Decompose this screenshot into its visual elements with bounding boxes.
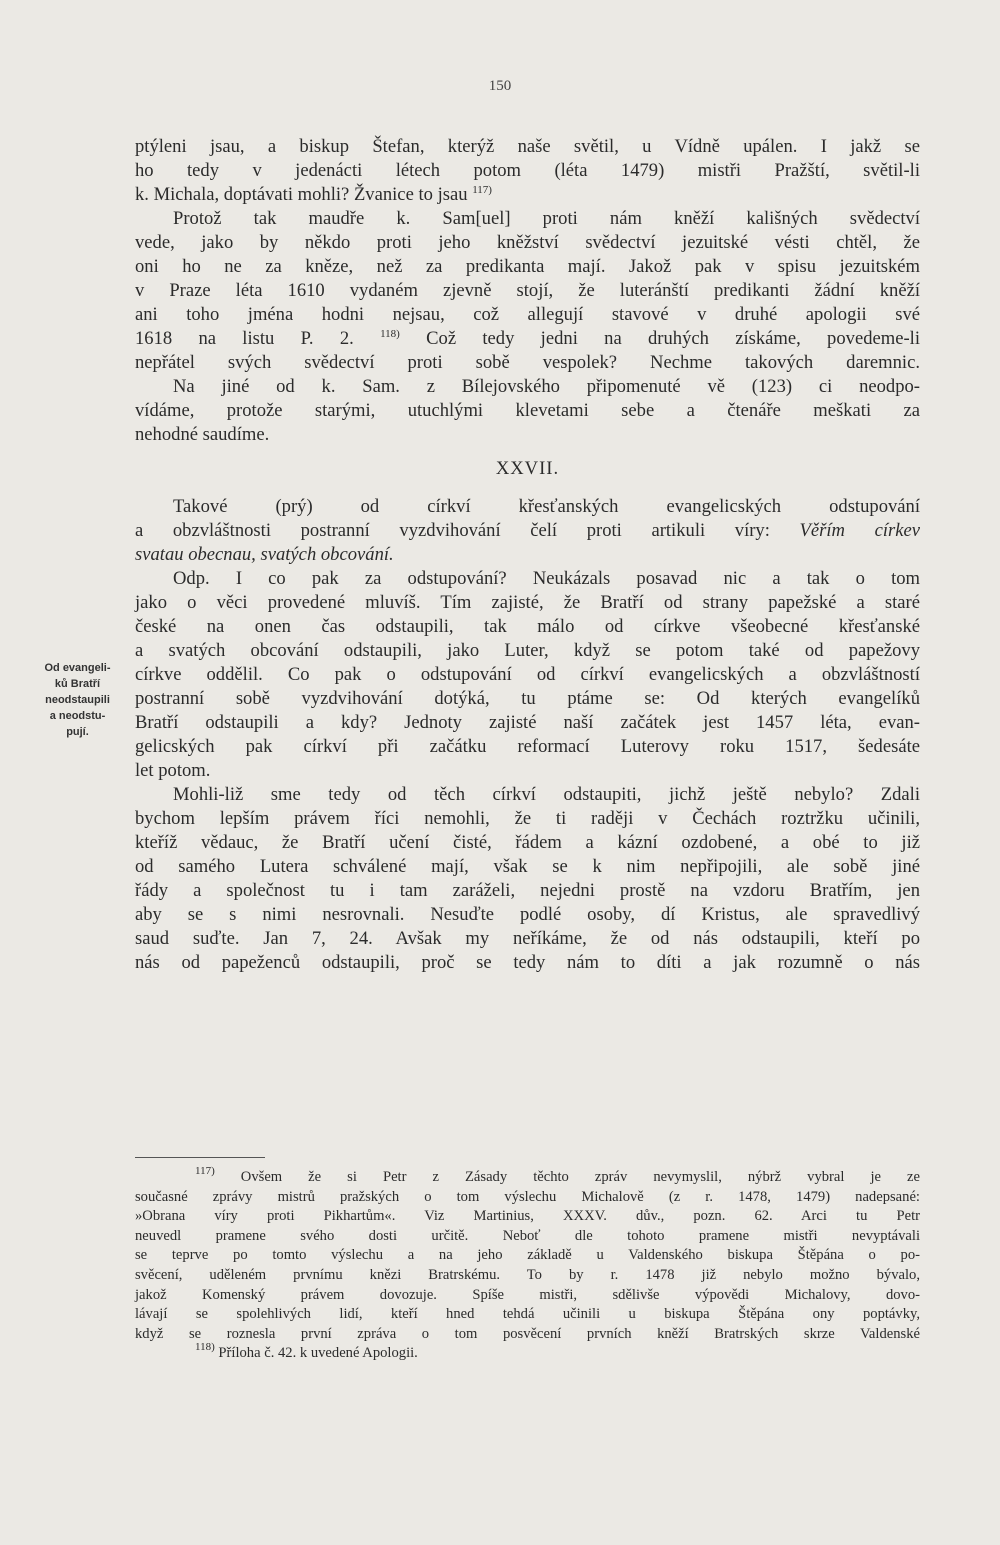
text-line: nepřátel svých svědectví proti sobě vespolek? Nechme takových daremnic. — [135, 352, 920, 373]
footnote-118 — [135, 1341, 920, 1364]
section-heading: XXVII. — [495, 458, 560, 479]
text-line: ptýleni jsau, a biskup Štefan, kterýž naše světil, u Vídně upálen. I jakž se — [135, 136, 920, 157]
text-line: nás od papeženců odstaupili, proč se tedy nám to díti a jak rozumně o nás — [135, 952, 920, 973]
text-line: jako o věci provedené mluvíš. Tím zajisté, že Bratří od strany papežské a staré — [135, 592, 920, 613]
margin-note — [30, 660, 125, 740]
text-line — [135, 1165, 920, 1188]
text-line: současné zprávy mistrů pražských o tom výslechu Michalově (z r. 1478, 1479) nadepsané: — [135, 1188, 920, 1205]
text-line: Odp. I co pak za odstupování? Neukázals posavad nic a tak o tom — [173, 568, 920, 589]
text-line: když se roznesla první zpráva o tom posvěcení prvních kněží Bratrských skrze Valdenské — [135, 1325, 920, 1342]
paragraph — [135, 567, 920, 783]
text-line: vede, jako by někdo proti jeho kněžství svědectví jezuitské vésti chtěl, že — [135, 232, 920, 253]
text-line: řády a společnost tu i tam zaráželi, nejedni prostě na vzdoru Bratřím, jen — [135, 880, 920, 901]
text-line — [135, 183, 920, 207]
footnote-117 — [135, 1165, 920, 1344]
text-line: nehodné saudíme. — [135, 424, 270, 445]
text-line: církve oddělil. Co pak o odstupování od církví evangelicských a obzvláštností — [135, 664, 920, 685]
text-line: neuvedl pramene svého dosti určitě. Neboť dle tohoto pramene mistři nevyptávali — [135, 1227, 920, 1244]
text-line — [135, 327, 920, 351]
paragraph — [135, 783, 920, 975]
text-line: ani toho jména hodni nejsau, což allegují stavové v druhé apologii své — [135, 304, 920, 325]
footnote-divider — [135, 1157, 265, 1158]
footnote-ref: 117) — [472, 184, 492, 196]
text-segment: k. Michala, doptávati mohli? Žvanice to jsau — [135, 184, 468, 205]
footnotes — [135, 1165, 920, 1364]
text-line: se teprve po tomto výslechu a na jeho základě u Valdenského biskupa Štěpána o po- — [135, 1247, 920, 1264]
text-line: postranní sobě vyzdvihování dotýká, tu ptáme se: Od kterých evangelíků — [135, 688, 920, 709]
text-line: let potom. — [135, 760, 211, 781]
footnote-mark: 118) — [195, 1341, 215, 1354]
text-line: gelicských pak církví při začátku reformací Luterovy roku 1517, šedesáte — [135, 736, 920, 757]
text-segment: Příloha č. 42. k uvedené Apologii. — [214, 1345, 418, 1362]
text-line — [135, 519, 920, 543]
text-line: svatau obecnau, svatých obcování. — [135, 544, 394, 565]
text-line: saud suďte. Jan 7, 24. Avšak my neříkáme, že od nás odstaupili, kteří po — [135, 928, 920, 949]
text-line — [135, 1341, 920, 1364]
text-line: aby se s nimi nesrovnali. Nesuďte podlé osoby, dí Kristus, ale spravedlivý — [135, 904, 920, 925]
text-line: Protož tak maudře k. Sam[uel] proti nám kněží kališných svědectví — [173, 208, 920, 229]
paragraph — [135, 375, 920, 447]
text-line: jakož Komenský právem dovozuje. Spíše mistři, sdělivše výpovědi Michalovy, dovo- — [135, 1286, 920, 1303]
margin-note-line: pují. — [66, 726, 89, 738]
italic-quote: Věřím církev — [799, 520, 920, 541]
paragraph — [135, 495, 920, 567]
text-line: české na onen čas odstaupili, tak málo od církve všeobecné křesťanské — [135, 616, 920, 637]
main-text — [135, 135, 920, 975]
text-line: Mohli-liž sme tedy od těch církví odstaupiti, jichž ještě nebylo? Zdali — [173, 784, 920, 805]
text-line: Bratří odstaupili a kdy? Jednoty zajisté naší začátek jest 1457 léta, evan- — [135, 712, 920, 733]
text-line: lávají se spolehlivých lidí, kteří hned tehdá učinili u biskupa Štěpána ony poptávky, — [135, 1306, 920, 1323]
text-line: svěcení, uděleném prvnímu knězi Bratrskému. To by r. 1478 již nebylo možno bývalo, — [135, 1266, 920, 1283]
text-line: kteříž vědauc, že Bratří učení čisté, řádem a kázní ozdobené, a obé to již — [135, 832, 920, 853]
text-segment: Ovšem že si Petr z Zásady těchto zpráv nevymyslil, nýbrž vybral je ze — [214, 1169, 920, 1185]
text-line: Takové (prý) od církví křesťanských evangelicských odstupování — [173, 496, 920, 517]
page-number: 150 — [488, 78, 512, 94]
margin-note-line: Od evangeli- — [44, 662, 111, 674]
text-line: ho tedy v jedenácti létech potom (léta 1479) mistři Pražští, světil-li — [135, 160, 920, 181]
margin-note-line: a neodstu- — [49, 710, 106, 722]
text-line: v Praze léta 1610 vydaném zjevně stojí, že luteránští predikanti žádní kněží — [135, 280, 920, 301]
footnote-mark: 117) — [195, 1165, 215, 1177]
text-line: bychom lepším právem říci nemohli, že ti raději v Čechách roztržku učinili, — [135, 808, 920, 829]
paragraph — [135, 207, 920, 375]
margin-note-line: neodstaupili — [45, 694, 110, 706]
text-segment: a obzvláštnosti postranní vyzdvihování čelí proti artikuli víry: — [135, 520, 770, 541]
margin-note-line: ků Bratří — [54, 678, 101, 690]
text-line: Na jiné od k. Sam. z Bílejovského připomenuté vě (123) ci neodpo- — [173, 376, 920, 397]
footnote-ref: 118) — [380, 328, 400, 340]
text-line: a svatých obcování odstaupili, jako Luter, když se potom také od papežovy — [135, 640, 920, 661]
text-line: oni ho ne za kněze, než za predikanta mají. Jakož pak v spisu jezuitském — [135, 256, 920, 277]
text-line: »Obrana víry proti Pikhartům«. Viz Martinius, XXXV. dův., pozn. 62. Arci tu Petr — [135, 1208, 920, 1225]
text-segment: 1618 na listu P. 2. — [135, 328, 354, 349]
text-line: od samého Lutera schválené mají, však se k nim nepřipojili, ale sobě jiné — [135, 856, 920, 877]
text-line: vídáme, protože starými, utuchlými klevetami sebe a čtenáře meškati za — [135, 400, 920, 421]
paragraph — [135, 135, 920, 207]
text-segment: Což tedy jedni na druhých získáme, povedeme-li — [399, 328, 920, 349]
